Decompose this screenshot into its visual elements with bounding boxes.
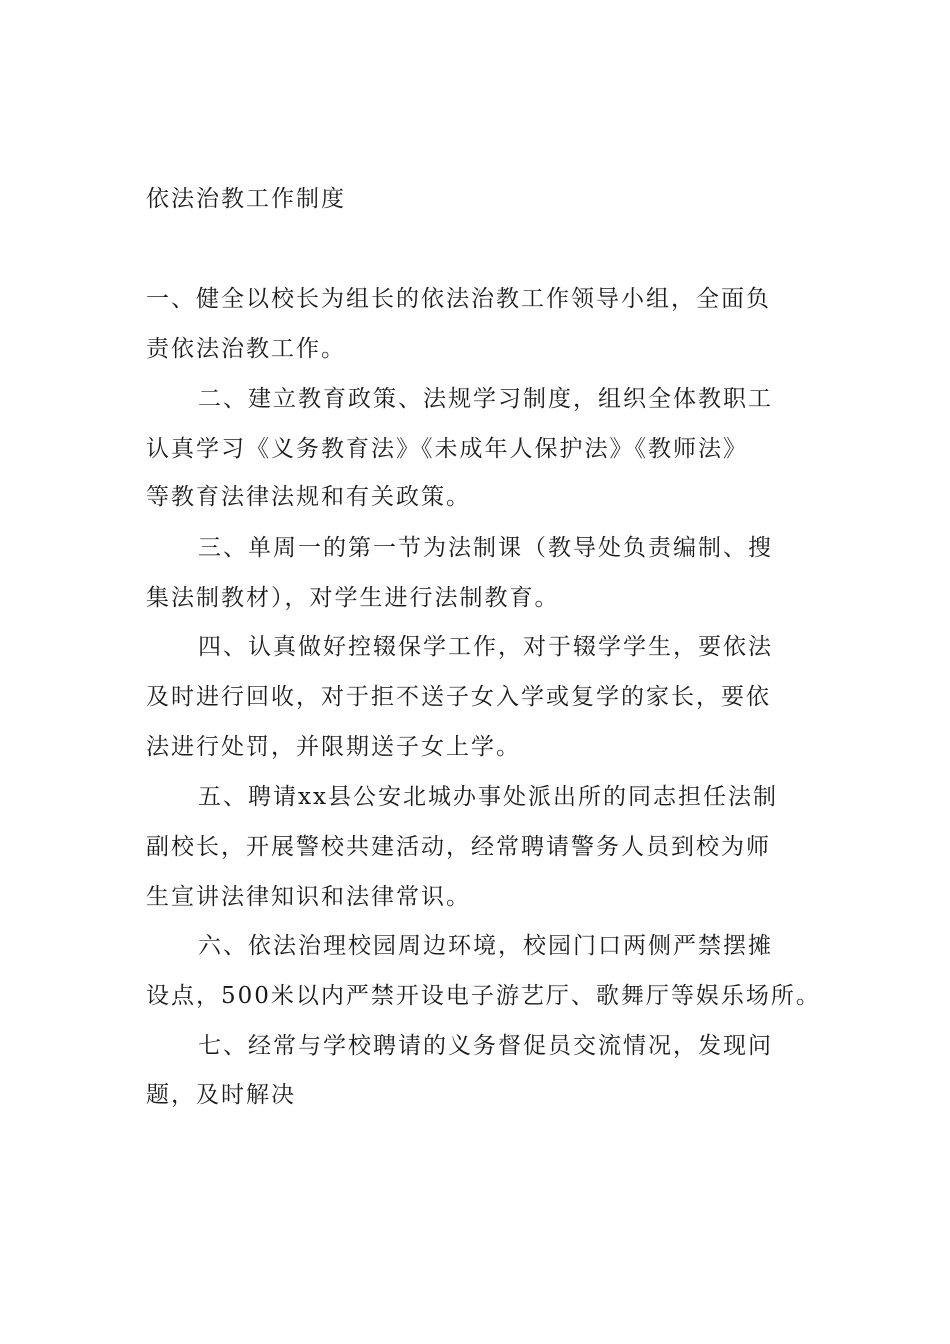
body-line: 二、建立教育政策、法规学习制度，组织全体教职工 — [198, 386, 773, 412]
body-line: 认真学习《义务教育法》《未成年人保护法》《教师法》 — [146, 436, 748, 462]
body-line: 法进行处罚，并限期送子女上学。 — [146, 734, 521, 760]
body-line: 三、单周一的第一节为法制课（教导处负责编制、搜 — [198, 535, 773, 561]
document-title: 依法治教工作制度 — [146, 186, 346, 212]
body-line: 等教育法律法规和有关政策。 — [146, 484, 471, 510]
body-line: 集法制教材），对学生进行法制教育。 — [146, 585, 560, 611]
body-line: 及时进行回收，对于拒不送子女入学或复学的家长，要依 — [146, 684, 771, 710]
body-line: 责依法治教工作。 — [146, 336, 346, 362]
body-line: 七、经常与学校聘请的义务督促员交流情况，发现问 — [198, 1033, 773, 1059]
body-line: 四、认真做好控辍保学工作，对于辍学学生，要依法 — [198, 634, 773, 660]
body-line: 六、依法治理校园周边环境，校园门口两侧严禁摆摊 — [198, 933, 773, 959]
body-line: 题，及时解决 — [146, 1082, 296, 1108]
body-line: 一、健全以校长为组长的依法治教工作领导小组，全面负 — [146, 286, 771, 312]
body-line: 生宣讲法律知识和法律常识。 — [146, 884, 471, 910]
body-line: 五、聘请xx县公安北城办事处派出所的同志担任法制 — [198, 784, 778, 810]
body-line: 设点，500米以内严禁开设电子游艺厅、歌舞厅等娱乐场所。 — [146, 983, 821, 1009]
body-line: 副校长，开展警校共建活动，经常聘请警务人员到校为师 — [146, 834, 771, 860]
